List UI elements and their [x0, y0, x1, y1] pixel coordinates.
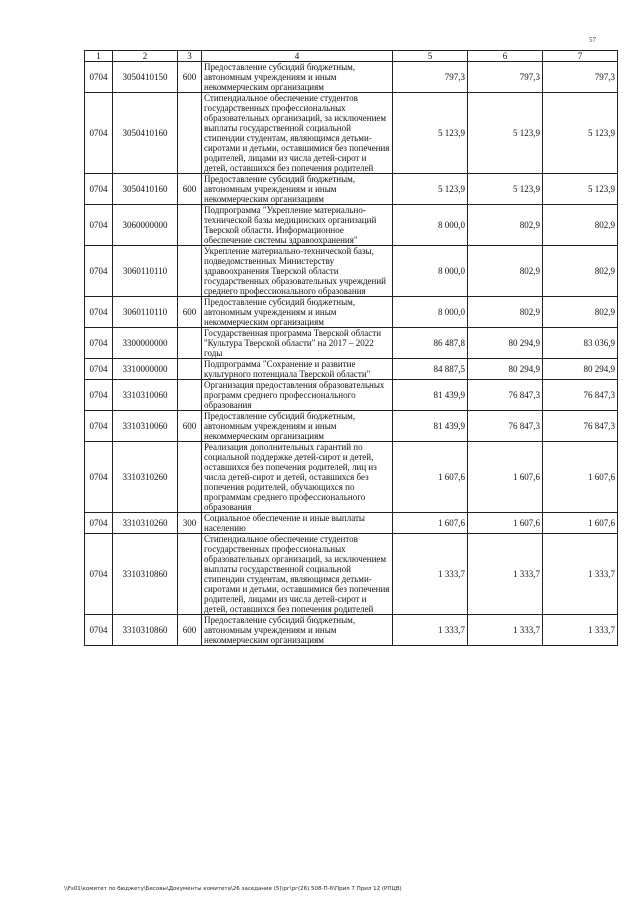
target-code-cell: 3060110110 [113, 246, 178, 297]
amount-cell: 797,3 [393, 62, 468, 93]
section-cell: 0704 [85, 534, 113, 615]
file-path-footer: \\Fs01\комитет по бюджету\Бесовы\Документы комитета\26 заседание (5)\рг\рг(26) 508-П-6\Прил 7 Прил 12 (РПЦВ) [64, 886, 402, 892]
target-code-cell: 3310310060 [113, 411, 178, 442]
target-code-cell: 3050410160 [113, 174, 178, 205]
amount-cell: 76 847,3 [468, 380, 543, 411]
expense-type-cell: 600 [178, 62, 202, 93]
expense-type-cell [178, 380, 202, 411]
amount-cell: 80 294,9 [468, 328, 543, 359]
amount-cell: 802,9 [468, 297, 543, 328]
amount-cell: 5 123,9 [543, 93, 618, 174]
table-row [85, 62, 618, 93]
amount-cell: 797,3 [468, 62, 543, 93]
expense-type-cell: 600 [178, 615, 202, 646]
amount-cell: 8 000,0 [393, 297, 468, 328]
column-header: 5 [393, 51, 468, 62]
section-cell: 0704 [85, 62, 113, 93]
section-cell: 0704 [85, 328, 113, 359]
amount-cell: 8 000,0 [393, 205, 468, 246]
amount-cell: 5 123,9 [393, 174, 468, 205]
amount-cell: 1 333,7 [393, 534, 468, 615]
amount-cell: 1 333,7 [543, 534, 618, 615]
expense-type-cell [178, 246, 202, 297]
section-cell: 0704 [85, 380, 113, 411]
column-header: 3 [178, 51, 202, 62]
amount-cell: 802,9 [543, 246, 618, 297]
section-cell: 0704 [85, 442, 113, 513]
amount-cell: 5 123,9 [468, 174, 543, 205]
amount-cell: 1 607,6 [468, 513, 543, 534]
table-row [85, 513, 618, 534]
amount-cell: 5 123,9 [543, 174, 618, 205]
amount-cell: 1 333,7 [393, 615, 468, 646]
amount-cell: 76 847,3 [468, 411, 543, 442]
description-cell: Подпрограмма "Сохранение и развитие культурного потенциала Тверской области" [202, 359, 393, 380]
description-cell: Предоставление субсидий бюджетным, автономным учреждениям и иным некоммерческим организациям [202, 62, 393, 93]
expense-type-cell [178, 328, 202, 359]
description-cell: Предоставление субсидий бюджетным, автономным учреждениям и иным некоммерческим организациям [202, 411, 393, 442]
expense-type-cell: 600 [178, 174, 202, 205]
amount-cell: 797,3 [543, 62, 618, 93]
section-cell: 0704 [85, 93, 113, 174]
table-row [85, 411, 618, 442]
amount-cell: 76 847,3 [543, 380, 618, 411]
target-code-cell: 3060000000 [113, 205, 178, 246]
description-cell: Реализация дополнительных гарантий по социальной поддержке детей-сирот и детей, оставшихся без попечения родителей, лиц из числа детей-сирот и детей, оставшихся без попечения родителей, обучающихся по программам среднего профессионального образования [202, 442, 393, 513]
table-row [85, 328, 618, 359]
section-cell: 0704 [85, 246, 113, 297]
amount-cell: 1 607,6 [393, 513, 468, 534]
table-row [85, 534, 618, 615]
description-cell: Организация предоставления образовательных программ среднего профессионального образования [202, 380, 393, 411]
expense-type-cell [178, 534, 202, 615]
section-cell: 0704 [85, 205, 113, 246]
amount-cell: 1 333,7 [468, 534, 543, 615]
table-row [85, 174, 618, 205]
column-header: 2 [113, 51, 178, 62]
table-row [85, 615, 618, 646]
budget-table [84, 50, 618, 646]
section-cell: 0704 [85, 615, 113, 646]
amount-cell: 802,9 [468, 205, 543, 246]
expense-type-cell: 300 [178, 513, 202, 534]
amount-cell: 1 607,6 [393, 442, 468, 513]
amount-cell: 83 036,9 [543, 328, 618, 359]
expense-type-cell: 600 [178, 297, 202, 328]
description-cell: Стипендиальное обеспечение студентов государственных профессиональных образовательных организаций, за исключением выплаты государственной социальной стипендии студентам, являющимся детьми-сиротами и детьми, оставшимися без попечения родителей, лицами из числа детей-сирот и детей, оставшихся без попечения родителей [202, 93, 393, 174]
table-row [85, 297, 618, 328]
target-code-cell: 3050410160 [113, 93, 178, 174]
expense-type-cell [178, 93, 202, 174]
amount-cell: 802,9 [543, 297, 618, 328]
amount-cell: 5 123,9 [468, 93, 543, 174]
column-header: 1 [85, 51, 113, 62]
page-number: 57 [589, 36, 596, 44]
expense-type-cell: 600 [178, 411, 202, 442]
table-row [85, 205, 618, 246]
table-row [85, 442, 618, 513]
section-cell: 0704 [85, 359, 113, 380]
expense-type-cell [178, 442, 202, 513]
target-code-cell: 3310310260 [113, 442, 178, 513]
amount-cell: 1 607,6 [543, 513, 618, 534]
amount-cell: 802,9 [468, 246, 543, 297]
section-cell: 0704 [85, 411, 113, 442]
amount-cell: 1 607,6 [543, 442, 618, 513]
description-cell: Предоставление субсидий бюджетным, автономным учреждениям и иным некоммерческим организациям [202, 174, 393, 205]
amount-cell: 5 123,9 [393, 93, 468, 174]
description-cell: Предоставление субсидий бюджетным, автономным учреждениям и иным некоммерческим организациям [202, 297, 393, 328]
amount-cell: 1 607,6 [468, 442, 543, 513]
amount-cell: 81 439,9 [393, 380, 468, 411]
amount-cell: 76 847,3 [543, 411, 618, 442]
amount-cell: 80 294,9 [468, 359, 543, 380]
amount-cell: 84 887,5 [393, 359, 468, 380]
table-row [85, 93, 618, 174]
amount-cell: 80 294,9 [543, 359, 618, 380]
target-code-cell: 3310310860 [113, 615, 178, 646]
amount-cell: 802,9 [543, 205, 618, 246]
target-code-cell: 3050410150 [113, 62, 178, 93]
amount-cell: 1 333,7 [468, 615, 543, 646]
description-cell: Предоставление субсидий бюджетным, автономным учреждениям и иным некоммерческим организациям [202, 615, 393, 646]
section-cell: 0704 [85, 297, 113, 328]
table-row [85, 380, 618, 411]
target-code-cell: 3310310260 [113, 513, 178, 534]
target-code-cell: 3060110110 [113, 297, 178, 328]
description-cell: Государственная программа Тверской области "Культура Тверской области" на 2017 – 2022 годы [202, 328, 393, 359]
column-header: 6 [468, 51, 543, 62]
column-header: 4 [202, 51, 393, 62]
description-cell: Укрепление материально-технической базы, подведомственных Министерству здравоохранения Тверской области государственных образовательных учреждений среднего профессионального образования [202, 246, 393, 297]
expense-type-cell [178, 205, 202, 246]
target-code-cell: 3310310860 [113, 534, 178, 615]
expense-type-cell [178, 359, 202, 380]
amount-cell: 8 000,0 [393, 246, 468, 297]
amount-cell: 81 439,9 [393, 411, 468, 442]
target-code-cell: 3310000000 [113, 359, 178, 380]
amount-cell: 86 487,8 [393, 328, 468, 359]
target-code-cell: 3310310060 [113, 380, 178, 411]
description-cell: Стипендиальное обеспечение студентов государственных профессиональных образовательных организаций, за исключением выплаты государственной социальной стипендии студентам, являющимся детьми-сиротами и детьми, оставшимися без попечения родителей, лицами из числа детей-сирот и детей, оставшихся без попечения родителей [202, 534, 393, 615]
section-cell: 0704 [85, 174, 113, 205]
target-code-cell: 3300000000 [113, 328, 178, 359]
description-cell: Подпрограмма "Укрепление материально-технической базы медицинских организаций Тверской области. Информационное обеспечение системы здравоохранения" [202, 205, 393, 246]
table-row [85, 246, 618, 297]
section-cell: 0704 [85, 513, 113, 534]
table-row [85, 359, 618, 380]
table-header-row [85, 51, 618, 62]
column-header: 7 [543, 51, 618, 62]
amount-cell: 1 333,7 [543, 615, 618, 646]
description-cell: Социальное обеспечение и иные выплаты населению [202, 513, 393, 534]
